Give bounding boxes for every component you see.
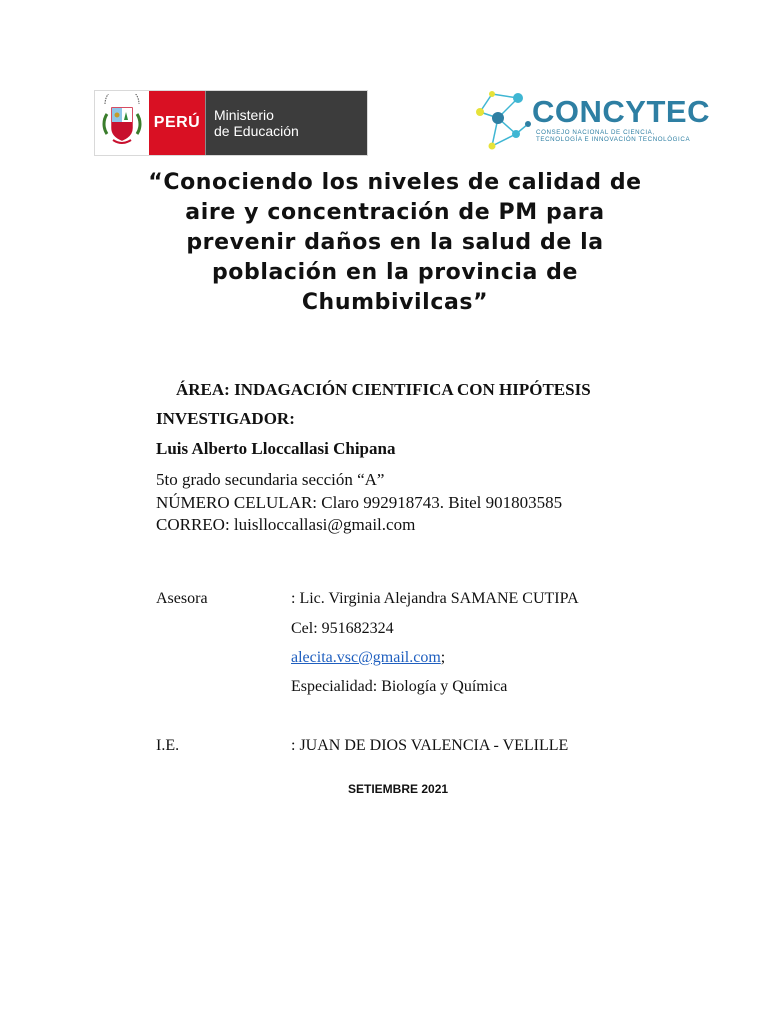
- concytec-subtitle-line-1: CONSEJO NACIONAL DE CIENCIA,: [536, 129, 655, 136]
- advisor-specialty: Especialidad: Biología y Química: [291, 678, 508, 695]
- investigator-name: Luis Alberto Lloccallasi Chipana: [156, 439, 396, 458]
- advisor-email-line: [291, 649, 445, 667]
- title-line-3: prevenir daños en la salud de la: [186, 230, 604, 255]
- school-label: I.E.: [156, 737, 180, 754]
- title-line-1: “Conociendo los niveles de calidad de: [148, 170, 642, 195]
- title-line-5: Chumbivilcas”: [301, 290, 489, 315]
- ministry-line-2: de Educación: [214, 123, 299, 139]
- school-name: : JUAN DE DIOS VALENCIA - VELILLE: [291, 737, 569, 754]
- peru-coat-of-arms-icon: [95, 91, 149, 155]
- concytec-name: CONCYTEC: [532, 94, 710, 129]
- advisor-email-link[interactable]: alecita.vsc@gmail.com: [291, 649, 441, 666]
- title-line-2: aire y concentración de PM para: [185, 200, 605, 225]
- phone-numbers: NÚMERO CELULAR: Claro 992918743. Bitel 901803585: [156, 493, 563, 512]
- minedu-logo: [94, 90, 368, 156]
- document-date: SETIEMBRE 2021: [348, 782, 449, 796]
- ministry-name: [205, 91, 367, 155]
- document-title: [110, 168, 680, 318]
- concytec-subtitle: [536, 129, 716, 143]
- advisor-cel: Cel: 951682324: [291, 620, 394, 637]
- investigator-label: INVESTIGADOR:: [156, 409, 295, 428]
- peru-label: PERÚ: [149, 91, 205, 155]
- grade-section: 5to grado secundaria sección “A”: [156, 470, 385, 489]
- title-line-4: población en la provincia de: [211, 260, 579, 285]
- ministry-line-1: Ministerio: [214, 107, 274, 123]
- network-nodes-icon: [470, 84, 534, 156]
- concytec-subtitle-line-2: TECNOLOGÍA E INNOVACIÓN TECNOLÓGICA: [536, 136, 691, 143]
- advisor-label: Asesora: [156, 590, 208, 607]
- student-email: CORREO: luislloccallasi@gmail.com: [156, 515, 416, 534]
- research-area: ÁREA: INDAGACIÓN CIENTIFICA CON HIPÓTESIS: [176, 380, 591, 399]
- advisor-email-suffix: ;: [440, 649, 446, 666]
- advisor-name: : Lic. Virginia Alejandra SAMANE CUTIPA: [291, 590, 579, 607]
- concytec-logo: [470, 84, 710, 156]
